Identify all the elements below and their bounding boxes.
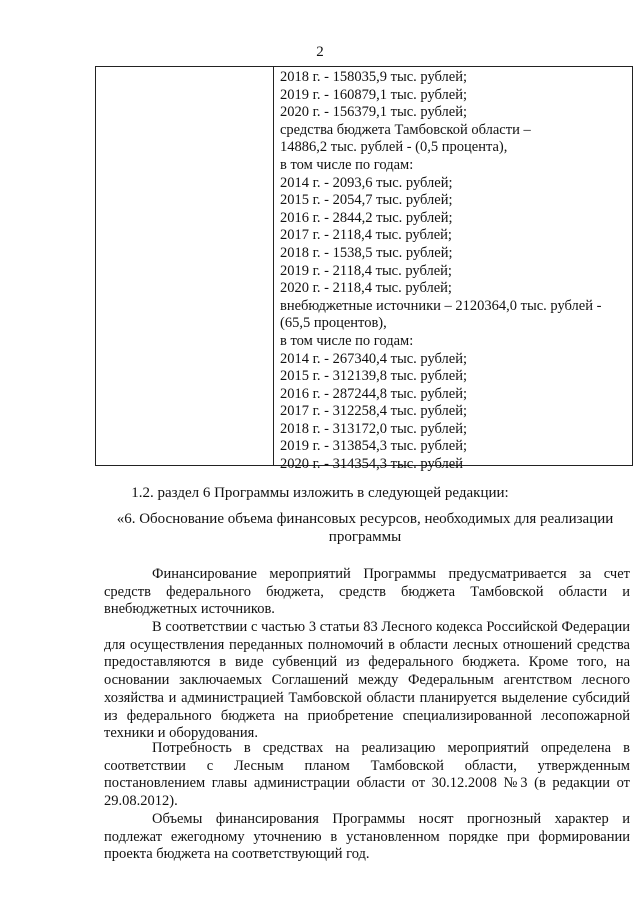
- table-line: 2018 г. - 313172,0 тыс. рублей;: [280, 420, 467, 437]
- table-line: 2014 г. - 267340,4 тыс. рублей;: [280, 350, 467, 367]
- paragraph-forest-plan: Потребность в средствах на реализацию мероприятий определена в соответствии с Лесным планом Тамбовской области, утвержденным постановлением главы администрации области от 30.12.2008 №3 (в редакции от 29.08.2012).: [104, 740, 630, 810]
- table-line: 2019 г. - 2118,4 тыс. рублей;: [280, 262, 452, 279]
- table-line: 2019 г. - 160879,1 тыс. рублей;: [280, 86, 467, 103]
- table-line: 2016 г. - 2844,2 тыс. рублей;: [280, 209, 453, 226]
- table-line: 2016 г. - 287244,8 тыс. рублей;: [280, 385, 467, 402]
- table-line: 2020 г. - 156379,1 тыс. рублей;: [280, 104, 467, 121]
- table-line: 2018 г. - 158035,9 тыс. рублей;: [280, 69, 467, 85]
- table-column-divider: [273, 67, 274, 465]
- table-line: 2019 г. - 313854,3 тыс. рублей;: [280, 438, 467, 455]
- table-line: (65,5 процентов),: [280, 315, 387, 332]
- table-line: 2015 г. - 2054,7 тыс. рублей;: [280, 192, 453, 209]
- table-line: внебюджетные источники – 2120364,0 тыс. рублей -: [280, 297, 602, 314]
- funding-table: [95, 66, 633, 473]
- table-line: 2020 г. - 2118,4 тыс. рублей;: [280, 280, 452, 297]
- table-line: 2015 г. - 312139,8 тыс. рублей;: [280, 368, 467, 385]
- table-line: в том числе по годам:: [280, 156, 414, 173]
- paragraph-financing: Финансирование мероприятий Программы предусматривается за счет средств федерального бюджета, средств бюджета Тамбовской области и внебюджетных источников.: [104, 566, 630, 618]
- paragraph-forest-code: В соответствии с частью 3 статьи 83 Лесного кодекса Российской Федерации для осуществления переданных полномочий в области лесных отношений средства предоставляются в виде субвенций из федерального бюджета. Кроме того, на основании заключаемых Соглашений между Федеральным агентством лесного хозяйства и администрацией Тамбовской области планируется выделение субсидий из федерального бюджета на приобретение специализированной лесопожарной техники и оборудования.: [104, 619, 630, 742]
- table-line: 2018 г. - 1538,5 тыс. рублей;: [280, 244, 453, 261]
- table-line: в том числе по годам:: [280, 332, 414, 349]
- table-line: 14886,2 тыс. рублей - (0,5 процента),: [280, 139, 508, 156]
- table-line: средства бюджета Тамбовской области –: [280, 121, 531, 138]
- section-heading: 1.2. раздел 6 Программы изложить в следующей редакции:: [131, 485, 509, 501]
- paragraph-forecast: Объемы финансирования Программы носят прогнозный характер и подлежат ежегодному уточнению в установленном порядке при формировании проекта бюджета на соответствующий год.: [104, 811, 630, 863]
- table-line: 2014 г. - 2093,6 тыс. рублей;: [280, 174, 453, 191]
- section-title: «6. Обоснование объема финансовых ресурсов, необходимых для реализации программы: [116, 511, 614, 545]
- page-number: 2: [316, 44, 324, 60]
- table-line: 2017 г. - 312258,4 тыс. рублей;: [280, 403, 467, 420]
- table-line: 2020 г. - 314354,3 тыс. рублей: [280, 456, 463, 473]
- table-right-cell: [280, 69, 628, 474]
- table-line: 2017 г. - 2118,4 тыс. рублей;: [280, 227, 452, 244]
